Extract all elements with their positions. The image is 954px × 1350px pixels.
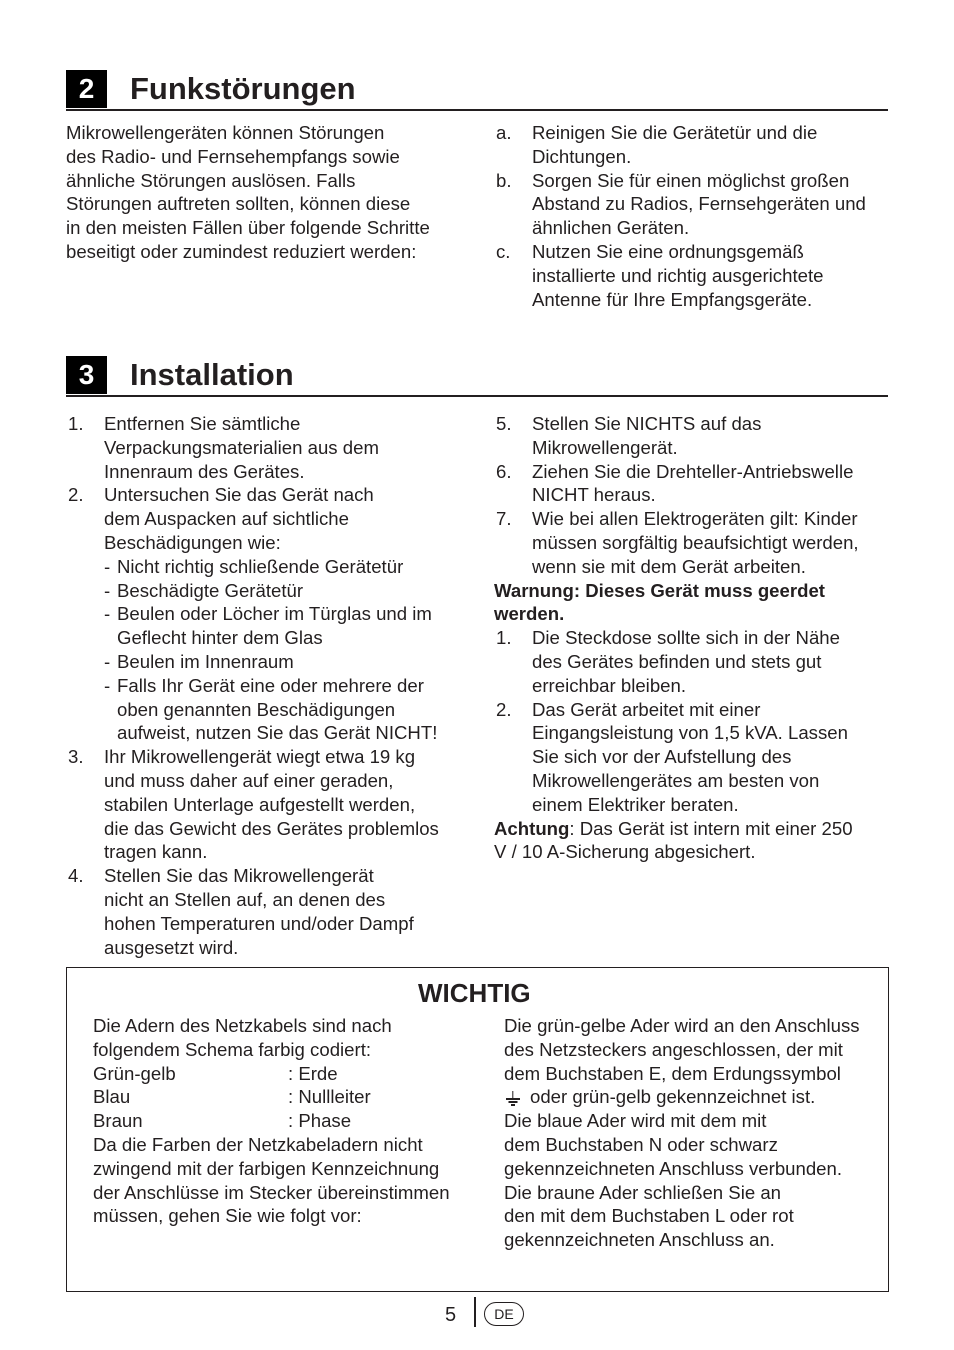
sub-list-item bbox=[104, 674, 476, 745]
list-item bbox=[494, 169, 894, 240]
list-marker: 2. bbox=[68, 484, 84, 506]
list-marker: 2. bbox=[496, 698, 512, 720]
wire-meaning: : Nullleiter bbox=[288, 1086, 371, 1108]
text-line: Stellen Sie das Mikrowellengerät bbox=[104, 865, 374, 887]
text-line: Die Steckdose sollte sich in der Nähe bbox=[532, 627, 840, 649]
text-line: nicht an Stellen auf, an denen des bbox=[104, 888, 386, 910]
text-line: des Radio- und Fernsehempfangs sowie bbox=[66, 145, 400, 167]
list-marker: 1. bbox=[68, 413, 84, 434]
text-line: müssen sorgfältig beaufsichtigt werden, bbox=[532, 531, 859, 553]
text-line: Ziehen Sie die Drehteller-Antriebswelle bbox=[532, 460, 854, 482]
text-line: in den meisten Fällen über folgende Schritte bbox=[66, 217, 430, 239]
dash-marker: - bbox=[104, 579, 111, 601]
text-line: müssen, gehen Sie wie folgt vor: bbox=[93, 1205, 362, 1227]
color-row bbox=[93, 1062, 483, 1086]
text-line: und muss daher auf einer geraden, bbox=[104, 769, 394, 791]
list-marker: 4. bbox=[68, 865, 84, 887]
text-line: Reinigen Sie die Gerätetür und die bbox=[532, 122, 818, 143]
text-line: der Anschlüsse im Stecker übereinstimmen bbox=[93, 1181, 450, 1203]
text-line: Sorgen Sie für einen möglichst großen bbox=[532, 169, 850, 191]
sub-list-item bbox=[104, 555, 476, 579]
text-line: Die braune Ader schließen Sie an bbox=[504, 1181, 782, 1203]
list-marker: b. bbox=[496, 169, 512, 191]
wire-meaning: : Phase bbox=[288, 1110, 352, 1132]
list-item bbox=[494, 626, 894, 697]
text-line: hohen Temperaturen und/oder Dampf bbox=[104, 912, 414, 934]
important-title: WICHTIG bbox=[418, 978, 531, 1008]
text-line: Nutzen Sie eine ordnungsgemäß bbox=[532, 240, 804, 262]
text-line: Die Adern des Netzkabels sind nach bbox=[93, 1015, 392, 1036]
text-line: Wie bei allen Elektrogeräten gilt: Kinder bbox=[532, 508, 858, 530]
text-line: erreichbar bleiben. bbox=[532, 674, 687, 696]
wire-color: Blau bbox=[93, 1086, 131, 1108]
text-line: Dichtungen. bbox=[532, 145, 632, 167]
dash-marker: - bbox=[104, 603, 111, 625]
text-line: Beulen oder Löcher im Türglas und im bbox=[117, 603, 432, 625]
list-marker: 5. bbox=[496, 413, 512, 434]
text-line: stabilen Unterlage aufgestellt werden, bbox=[104, 793, 416, 815]
attention-note bbox=[494, 817, 894, 865]
text-line: aufweist, nutzen Sie das Gerät NICHT! bbox=[117, 722, 438, 744]
text-line: ähnliche Störungen auslösen. Falls bbox=[66, 169, 356, 191]
list-item bbox=[66, 864, 476, 959]
important-right-column bbox=[504, 1014, 887, 1252]
text-line: Abstand zu Radios, Fernsehgeräten und bbox=[532, 193, 866, 215]
sub-list-item bbox=[104, 602, 476, 650]
text-line: den mit dem Buchstaben L oder rot bbox=[504, 1205, 794, 1227]
installation-left-column bbox=[66, 412, 476, 959]
section-number: 3 bbox=[66, 356, 107, 394]
text-line: Ihr Mikrowellengerät wiegt etwa 19 kg bbox=[104, 746, 416, 768]
wire-meaning: : Erde bbox=[288, 1062, 338, 1084]
list-item bbox=[494, 460, 894, 508]
text-line: des Netzsteckers angeschlossen, der mit bbox=[504, 1038, 843, 1060]
sub-list-item bbox=[104, 650, 476, 674]
text-line: Mikrowellengerät. bbox=[532, 436, 678, 458]
dash-marker: - bbox=[104, 555, 111, 577]
text-line: gekennzeichneten Anschluss verbunden. bbox=[504, 1157, 843, 1179]
text-line: Antenne für Ihre Empfangsgeräte. bbox=[532, 288, 813, 310]
text-line: ähnlichen Geräten. bbox=[532, 217, 690, 239]
list-item bbox=[494, 507, 894, 578]
text-line: dem Buchstaben N oder schwarz bbox=[504, 1133, 778, 1155]
dash-marker: - bbox=[104, 674, 111, 696]
ground-line bbox=[504, 1085, 887, 1109]
text-line: oben genannten Beschädigungen bbox=[117, 698, 396, 720]
section-3-heading bbox=[66, 355, 888, 397]
text-line: Entfernen Sie sämtliche bbox=[104, 413, 301, 434]
text-line: Sie sich vor der Aufstellung des bbox=[532, 746, 792, 768]
list-marker: c. bbox=[496, 240, 511, 262]
text-line: Innenraum des Gerätes. bbox=[104, 460, 305, 482]
text-line: Geflecht hinter dem Glas bbox=[117, 627, 323, 649]
important-left-column bbox=[93, 1014, 483, 1228]
warning-heading bbox=[494, 579, 894, 627]
text-line: Die grün-gelbe Ader wird an den Anschluss bbox=[504, 1015, 860, 1036]
text-line: Beschädigte Gerätetür bbox=[117, 579, 304, 601]
text-line: tragen kann. bbox=[104, 841, 208, 863]
dash-marker: - bbox=[104, 650, 111, 672]
text-line: V / 10 A-Sicherung abgesichert. bbox=[494, 841, 756, 863]
text-line: Beschädigungen wie: bbox=[104, 531, 281, 553]
list-marker: a. bbox=[496, 122, 512, 143]
text-line: einem Elektriker beraten. bbox=[532, 793, 739, 815]
list-item bbox=[66, 483, 476, 745]
list-item bbox=[66, 412, 476, 483]
text-line: NICHT heraus. bbox=[532, 484, 656, 506]
language-badge: DE bbox=[484, 1302, 524, 1326]
text-line: Die blaue Ader wird mit dem mit bbox=[504, 1110, 767, 1132]
text-line: oder grün-gelb gekennzeichnet ist. bbox=[530, 1086, 816, 1108]
text-line: werden. bbox=[494, 603, 565, 625]
text-line: Mikrowellengeräten können Störungen bbox=[66, 122, 385, 143]
text-line: Störungen auftreten sollten, können diese bbox=[66, 193, 411, 215]
text-line: Untersuchen Sie das Gerät nach bbox=[104, 484, 374, 506]
text-line: des Gerätes befinden und stets gut bbox=[532, 650, 822, 672]
section-number: 2 bbox=[66, 70, 107, 108]
list-item bbox=[494, 412, 894, 460]
text-line: Mikrowellengerätes am besten von bbox=[532, 769, 820, 791]
text-line: Beulen im Innenraum bbox=[117, 650, 294, 672]
list-item bbox=[494, 698, 894, 817]
text-line: Da die Farben der Netzkabeladern nicht bbox=[93, 1133, 423, 1155]
wire-color: Braun bbox=[93, 1110, 143, 1132]
color-row bbox=[93, 1085, 483, 1109]
text-line: die das Gewicht des Gerätes problemlos bbox=[104, 817, 439, 839]
section-title: Funkstörungen bbox=[130, 71, 356, 106]
list-item bbox=[66, 745, 476, 864]
text-line: ausgesetzt wird. bbox=[104, 936, 239, 958]
text-line: zwingend mit der farbigen Kennzeichnung bbox=[93, 1157, 440, 1179]
text-line: installierte und richtig ausgerichtete bbox=[532, 264, 824, 286]
text-line: Stellen Sie NICHTS auf das bbox=[532, 413, 762, 434]
attention-label: Achtung bbox=[494, 817, 570, 839]
text-line: gekennzeichneten Anschluss an. bbox=[504, 1229, 775, 1251]
page-number: 5 bbox=[445, 1304, 457, 1326]
color-row bbox=[93, 1109, 483, 1133]
list-marker: 1. bbox=[496, 627, 512, 649]
text-line: folgendem Schema farbig codiert: bbox=[93, 1038, 372, 1060]
section-2-intro bbox=[66, 121, 466, 264]
list-item bbox=[494, 240, 894, 311]
footer-divider bbox=[474, 1297, 476, 1327]
text-line: Verpackungsmaterialien aus dem bbox=[104, 436, 379, 458]
text-line: Falls Ihr Gerät eine oder mehrere der bbox=[117, 674, 424, 696]
section-2-heading bbox=[66, 69, 888, 111]
sub-list-item bbox=[104, 579, 476, 603]
list-marker: 7. bbox=[496, 508, 512, 530]
list-marker: 6. bbox=[496, 460, 512, 482]
text-line: wenn sie mit dem Gerät arbeiten. bbox=[532, 555, 806, 577]
text-line: Das Gerät arbeitet mit einer bbox=[532, 698, 761, 720]
ground-symbol-icon bbox=[506, 1091, 520, 1105]
text-line: Nicht richtig schließende Gerätetür bbox=[117, 555, 404, 577]
text-line: dem Buchstaben E, dem Erdungssymbol bbox=[504, 1062, 841, 1084]
section-title: Installation bbox=[130, 357, 294, 392]
list-marker: 3. bbox=[68, 746, 84, 768]
text-line: beseitigt oder zumindest reduziert werden: bbox=[66, 240, 417, 262]
text-line: Warnung: Dieses Gerät muss geerdet bbox=[494, 579, 825, 601]
text-line: Eingangsleistung von 1,5 kVA. Lassen bbox=[532, 722, 848, 744]
attention-text: : Das Gerät ist intern mit einer 250 bbox=[569, 817, 853, 839]
text-line: dem Auspacken auf sichtliche bbox=[104, 508, 349, 530]
wire-color: Grün-gelb bbox=[93, 1062, 176, 1084]
installation-right-column bbox=[494, 412, 894, 864]
section-2-steps bbox=[494, 121, 894, 311]
list-item bbox=[494, 121, 894, 169]
